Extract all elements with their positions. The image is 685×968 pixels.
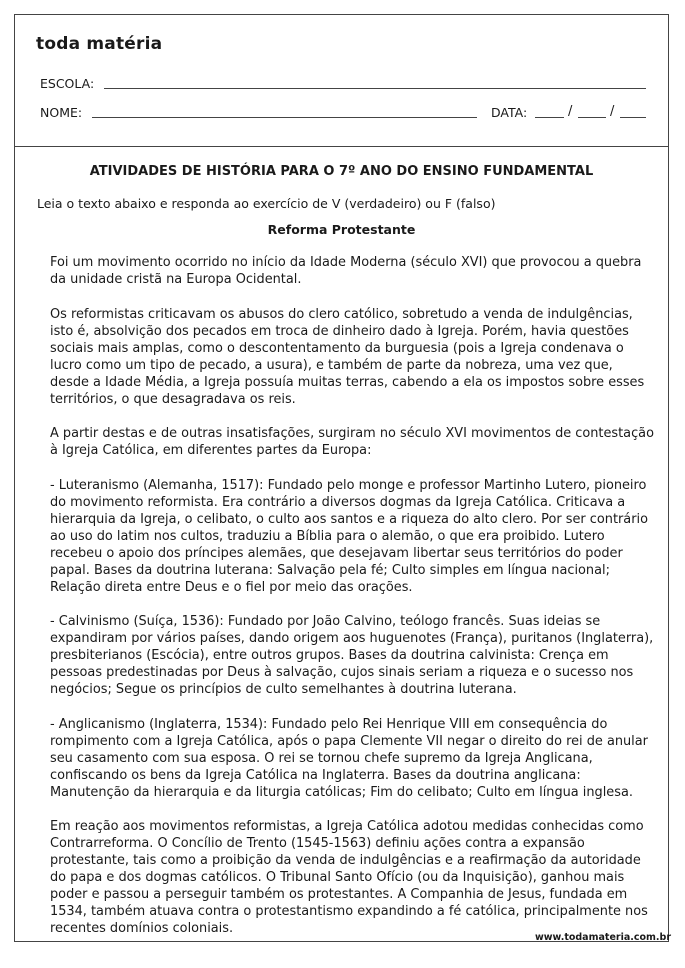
paragraph: A partir destas e de outras insatisfações, surgiram no século XVI movimentos de contestação à Igreja Católica, em diferentes partes da Europa: [50,426,654,458]
date-separator: / [568,104,573,119]
date-month-field[interactable] [578,117,606,118]
date-label: DATA: [491,105,528,120]
text-subtitle: Reforma Protestante [267,222,416,237]
date-separator: / [610,104,615,119]
worksheet-title: ATIVIDADES DE HISTÓRIA PARA O 7º ANO DO ENSINO FUNDAMENTAL [89,164,594,179]
paragraph: - Calvinismo (Suíça, 1536): Fundado por João Calvino, teólogo francês. Suas ideias se expandiram por vários países, dando origem aos huguenotes (França), puritanos (Inglaterra), presbiterianos (Escócia), entre outros grupos. Bases da doutrina calvinista: Crença em pessoas predestinadas por Deus à salvação, cujos sinais seriam a riqueza e o sucesso nos negócios; Segue os princípios de culto semelhantes à doutrina luterana. [50,614,654,697]
name-field[interactable] [92,117,477,118]
paragraph: - Anglicanismo (Inglaterra, 1534): Fundado pelo Rei Henrique VIII em consequência do rompimento com a Igreja Católica, após o papa Clemente VII negar o direito do rei de anular seu casamento com sua esposa. O rei se tornou chefe supremo da Igreja Anglicana, confiscando os bens da Igreja Católica na Inglaterra. Bases da doutrina anglicana: Manutenção da hierarquia e da liturgia católicas; Fim do celibato; Culto em língua inglesa. [50,716,648,800]
footer-url: www.todamateria.com.br [534,932,671,943]
date-year-field[interactable] [620,117,646,118]
reading-text [50,254,655,955]
school-label: ESCOLA: [40,76,95,91]
name-label: NOME: [40,105,83,120]
date-day-field[interactable] [535,117,564,118]
paragraph: Em reação aos movimentos reformistas, a Igreja Católica adotou medidas conhecidas como Contrarreforma. O Concílio de Trento (1545-1563) definiu ações contra a expansão protestante, tais como a proibição da venda de indulgências e a reafirmação da autoridade do papa e dos dogmas católicos. O Tribunal Santo Ofício (ou da Inquisição), ganhou mais poder e passou a perseguir também os protestantes. A Companhia de Jesus, fundada em 1534, também atuava contra o protestantismo expandindo a fé católica, principalmente nos recentes domínios coloniais. [50,819,648,936]
school-field[interactable] [104,88,646,89]
brand-logo: toda matéria [36,34,163,54]
paragraph: Foi um movimento ocorrido no início da Idade Moderna (século XVI) que provocou a quebra da unidade cristã na Europa Ocidental. [50,255,642,287]
worksheet-frame [14,14,669,942]
paragraph: Os reformistas criticavam os abusos do clero católico, sobretudo a venda de indulgências, isto é, absolvição dos pecados em troca de dinheiro dado à Igreja. Porém, havia questões sociais mais amplas, como o descontentamento da burguesia (pois a Igreja condenava o lucro como um tipo de pecado, a usura), e também de parte da nobreza, uma vez que, desde a Idade Média, a Igreja possuía muitas terras, cabendo a ela os impostos sobre esses territórios, o que desagradava os reis. [50,306,645,407]
instructions: Leia o texto abaixo e responda ao exercício de V (verdadeiro) ou F (falso) [37,196,496,211]
worksheet-header [15,15,668,147]
paragraph: - Luteranismo (Alemanha, 1517): Fundado pelo monge e professor Martinho Lutero, pioneiro do movimento reformista. Era contrário a diversos dogmas da Igreja Católica. Criticava a hierarquia da Igreja, o celibato, o culto aos santos e a riqueza do alto clero. Por ser contrário ao uso do latim nos cultos, traduziu a Bíblia para o alemão, o que era proibido. Lutero recebeu o apoio dos príncipes alemães, que desejavam libertar seus territórios do poder papal. Bases da doutrina luterana: Salvação pela fé; Culto simples em língua nacional; Relação direta entre Deus e o fiel por meio das orações. [50,477,648,595]
